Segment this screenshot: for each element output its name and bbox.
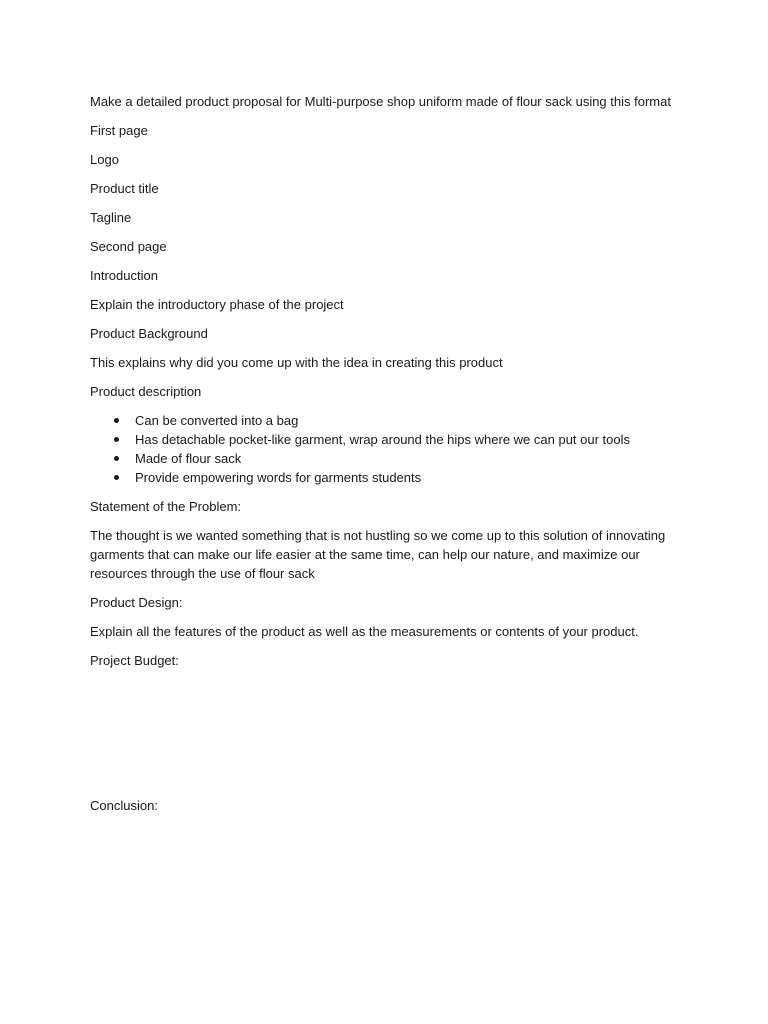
second-page-heading: Second page	[90, 239, 167, 254]
bullet-icon	[114, 418, 119, 423]
list-item-text: Made of flour sack	[135, 451, 242, 466]
list-item	[90, 449, 680, 468]
budget-blank-space	[90, 680, 680, 796]
statement-of-problem-text: The thought is we wanted something that is not hustling so we come up to this solution of innovating garments that can make our life easier at the same time, can help our nature, and maximize our resources through the use of flour sack	[90, 528, 666, 581]
list-item-text: Can be converted into a bag	[135, 413, 299, 428]
document-content	[90, 92, 680, 825]
bullet-icon	[114, 437, 119, 442]
introduction-description: Explain the introductory phase of the project	[90, 297, 344, 312]
product-description-list	[90, 411, 680, 487]
proposal-request: Make a detailed product proposal for Multi-purpose shop uniform made of flour sack using this format	[90, 94, 671, 109]
bullet-icon	[114, 475, 119, 480]
logo-item: Logo	[90, 152, 119, 167]
conclusion-heading: Conclusion:	[90, 798, 158, 813]
product-title-item: Product title	[90, 181, 159, 196]
list-item-text: Provide empowering words for garments students	[135, 470, 422, 485]
bullet-icon	[114, 456, 119, 461]
introduction-heading: Introduction	[90, 268, 158, 283]
list-item-text: Has detachable pocket-like garment, wrap around the hips where we can put our tools	[135, 432, 631, 447]
product-background-description: This explains why did you come up with the idea in creating this product	[90, 355, 503, 370]
product-description-heading: Product description	[90, 384, 202, 399]
first-page-heading: First page	[90, 123, 148, 138]
list-item	[90, 430, 680, 449]
product-design-description: Explain all the features of the product as well as the measurements or contents of your product.	[90, 624, 639, 639]
product-background-heading: Product Background	[90, 326, 208, 341]
project-budget-heading: Project Budget:	[90, 653, 179, 668]
list-item	[90, 411, 680, 430]
statement-of-problem-heading: Statement of the Problem:	[90, 499, 242, 514]
tagline-item: Tagline	[90, 210, 132, 225]
list-item	[90, 468, 680, 487]
product-design-heading: Product Design:	[90, 595, 183, 610]
